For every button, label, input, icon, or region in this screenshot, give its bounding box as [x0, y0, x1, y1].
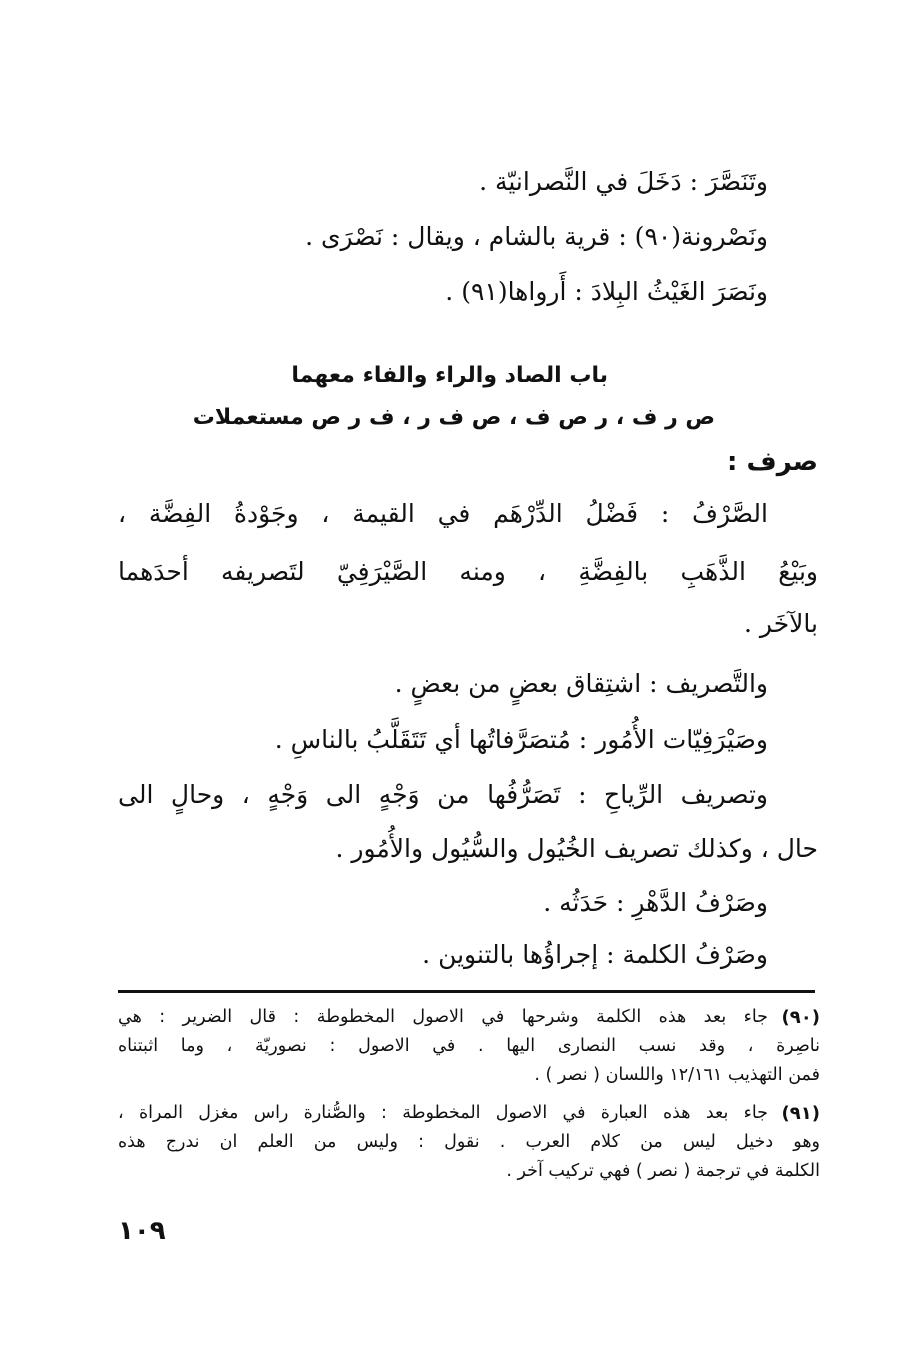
entry-line: ونَصْرونة(٩٠) : قرية بالشام ، ويقال : نَصْرَى . — [305, 222, 768, 251]
body-line: وصَرْفُ الدَّهْرِ : حَدَثُه . — [543, 888, 768, 917]
footnote-line: جاء بعد هذه العبارة في الاصول المخطوطة : والصُّنارة راس مغزل المراة ، — [118, 1103, 768, 1123]
section-title: باب الصاد والراء والفاء معهما — [291, 363, 608, 388]
body-line: بالآخَر . — [744, 609, 818, 638]
footnote-separator — [118, 990, 815, 993]
footnote-number: (٩٠) — [781, 1007, 820, 1028]
page-number: ١٠٩ — [118, 1216, 166, 1246]
body-line: والتَّصريف : اشتِقاق بعضٍ من بعضٍ . — [394, 669, 768, 698]
footnote-number: (٩١) — [781, 1103, 820, 1124]
entry-line: ونَصَرَ الغَيْثُ البِلادَ : أَرواها(٩١) . — [445, 277, 768, 306]
body-line: وتصريف الرِّياحِ : تَصَرُّفُها من وَجْهٍ الى وَجْهٍ ، وحالٍ الى — [118, 780, 768, 809]
footnote-line: جاء بعد هذه الكلمة وشرحها في الاصول المخطوطة : قال الضرير : هي — [118, 1007, 768, 1027]
footnote-line: فمن التهذيب ١٢/١٦١ واللسان ( نصر ) . — [534, 1065, 820, 1085]
body-line: وصَيْرَفِيّات الأُمُور : مُتصَرَّفاتُها أي تَتَقَلَّبُ بالناسِ . — [274, 725, 768, 754]
body-line: وصَرْفُ الكلمة : إجراؤُها بالتنوين . — [422, 940, 768, 969]
section-roots: ص ر ف ، ر ص ف ، ص ف ر ، ف ر ص مستعملات — [192, 405, 715, 430]
footnote-line: وهو دخيل ليس من كلام العرب . نقول : وليس من العلم ان ندرج هذه — [118, 1132, 820, 1152]
footnote-line: ناصِرة ، وقد نسب النصارى اليها . في الاصول : نصوريّة ، وما اثبتناه — [118, 1036, 820, 1056]
body-line: الصَّرْفُ : فَضْلُ الدِّرْهَم في القيمة ، وجَوْدةُ الفِضَّة ، — [118, 499, 768, 528]
body-line: وبَيْعُ الذَّهَبِ بالفِضَّةِ ، ومنه الصَّيْرَفِيّ لتَصريفه أحدَهما — [118, 557, 818, 586]
entry-head: صرف : — [727, 447, 818, 477]
footnote-line: الكلمة في ترجمة ( نصر ) فهي تركيب آخر . — [506, 1161, 820, 1181]
body-line: حال ، وكذلك تصريف الخُيُول والسُّيُول والأُمُور . — [335, 834, 818, 863]
entry-line: وتَنَصَّرَ : دَخَلَ في النَّصرانيّة . — [479, 167, 768, 196]
